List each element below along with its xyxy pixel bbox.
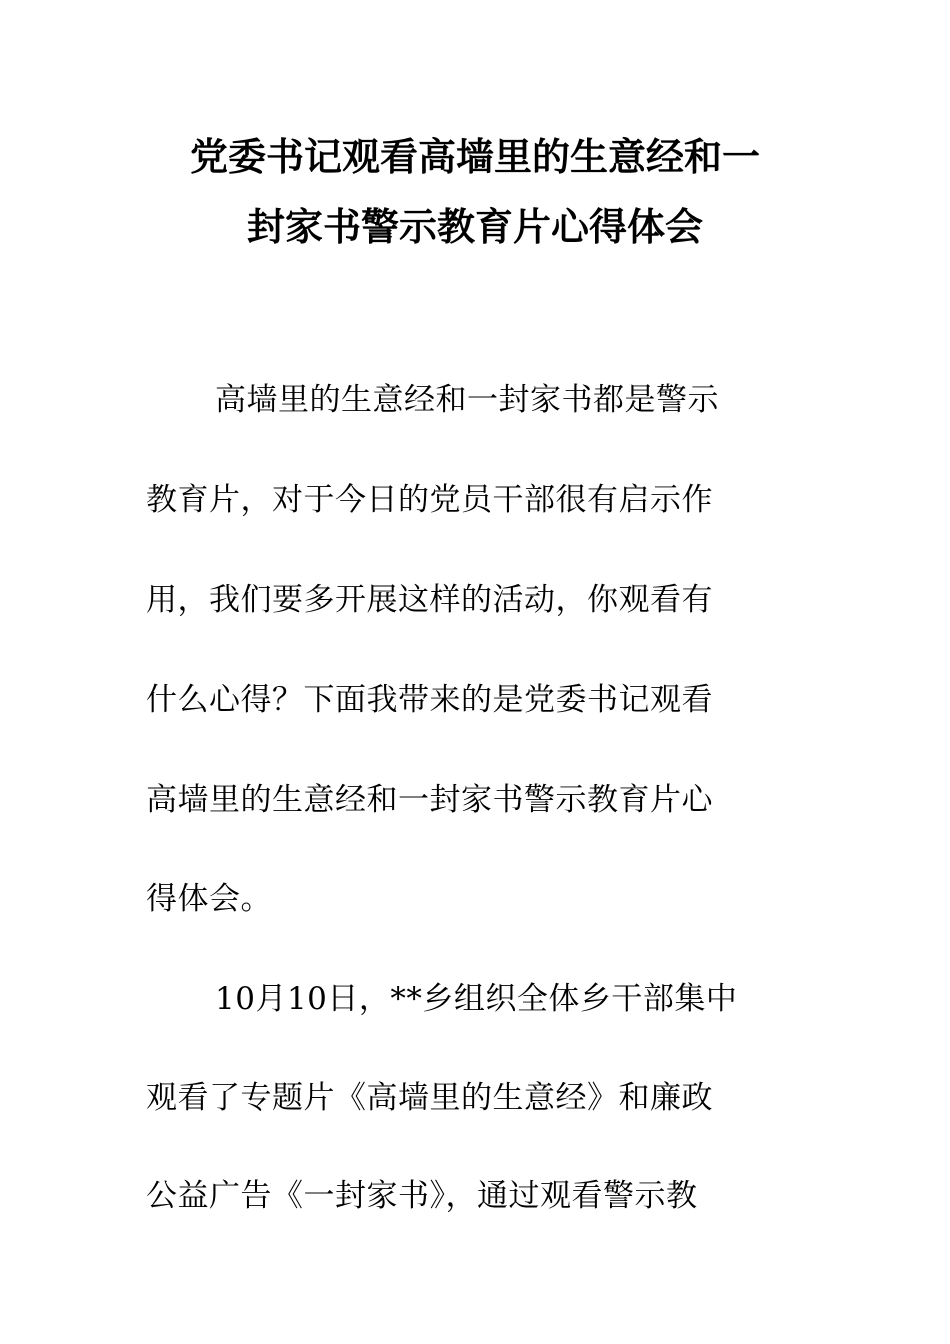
paragraph-line: 用，我们要多开展这样的活动，你观看有 [146, 582, 713, 618]
paragraph-line: 高墙里的生意经和一封家书警示教育片心 [146, 782, 713, 818]
paragraph-line: 10月10日，**乡组织全体乡干部集中 [215, 981, 738, 1017]
paragraph-line: 教育片，对于今日的党员干部很有启示作 [146, 482, 713, 518]
paragraph-line: 什么心得？下面我带来的是党委书记观看 [146, 682, 713, 718]
document-title-line-2: 封家书警示教育片心得体会 [246, 204, 703, 249]
document-title-line-1: 党委书记观看高墙里的生意经和一 [189, 134, 760, 179]
paragraph-line: 高墙里的生意经和一封家书都是警示 [215, 382, 719, 418]
paragraph-line: 公益广告《一封家书》，通过观看警示教 [146, 1178, 698, 1214]
paragraph-line: 观看了专题片《高墙里的生意经》和廉政 [146, 1080, 713, 1116]
paragraph-line: 得体会。 [146, 881, 272, 917]
